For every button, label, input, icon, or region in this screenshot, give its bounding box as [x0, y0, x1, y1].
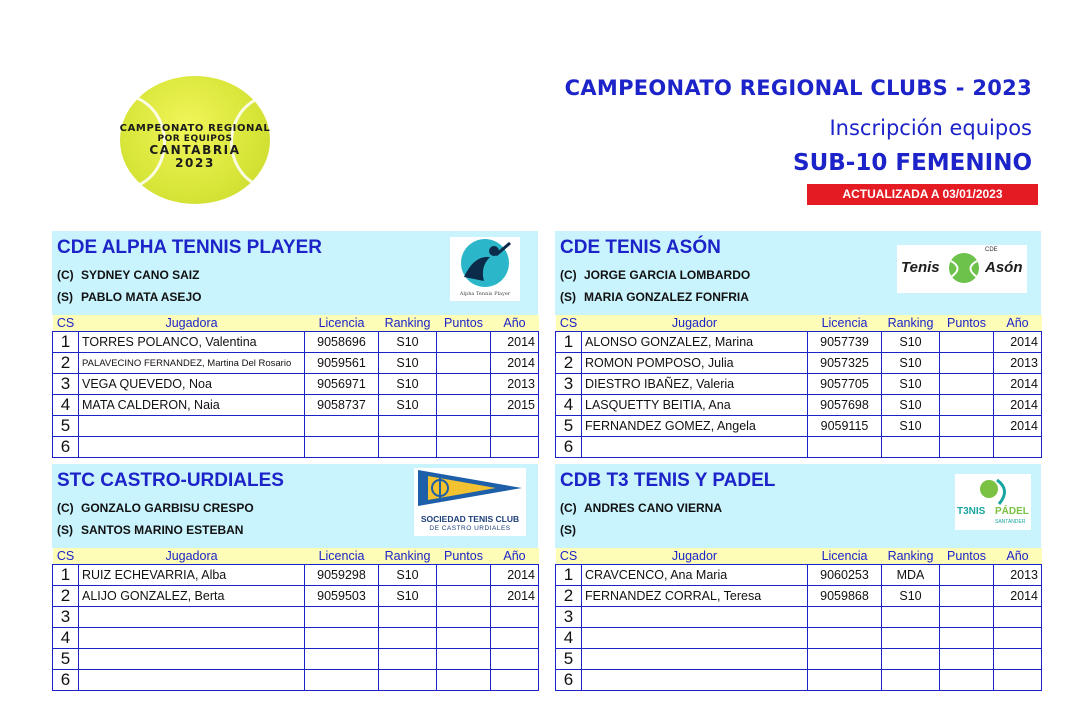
cell-ranking: S10 [882, 416, 940, 437]
table-row [53, 649, 539, 670]
cell-player: ALIJO GONZALEZ, Berta [79, 586, 305, 607]
cell-ranking [882, 607, 940, 628]
cell-year [491, 628, 539, 649]
team-captain [57, 268, 199, 282]
cell-player [582, 607, 808, 628]
t3-logo-text-c: SANTANDER [995, 519, 1026, 525]
cell-cs: 4 [556, 628, 582, 649]
team-panel-castro [52, 464, 538, 691]
cell-cs: 2 [53, 586, 79, 607]
cell-player [582, 437, 808, 458]
t3-logo-text-b: PÁDEL [995, 506, 1029, 517]
roster-table [52, 315, 539, 458]
cell-year: 2014 [491, 565, 539, 586]
col-license: Licencia [808, 548, 882, 565]
cell-cs: 5 [556, 649, 582, 670]
logo-line-3: CANTABRIA [149, 142, 241, 157]
cell-points [940, 628, 994, 649]
cell-ranking [379, 607, 437, 628]
castro-logo-text-a: SOCIEDAD TENIS CLUB [420, 514, 520, 524]
cell-year [994, 607, 1042, 628]
cell-year [994, 437, 1042, 458]
col-player: Jugadora [79, 315, 305, 332]
team-panel-alpha [52, 231, 538, 458]
captain-tag: (C) [560, 501, 577, 515]
cell-year: 2013 [994, 565, 1042, 586]
ason-logo-text-a: Tenis [901, 259, 940, 276]
table-row [53, 395, 539, 416]
captain-name: JORGE GARCIA LOMBARDO [584, 268, 751, 282]
category-title: SUB-10 FEMENINO [793, 150, 1032, 176]
team-substitute [57, 523, 243, 537]
table-row [53, 332, 539, 353]
cell-year [994, 670, 1042, 691]
cell-year: 2014 [994, 395, 1042, 416]
club-logo-t3 [955, 474, 1031, 530]
table-row [556, 395, 1042, 416]
table-header-row [556, 548, 1042, 565]
substitute-name: PABLO MATA ASEJO [81, 290, 202, 304]
cell-year: 2014 [994, 416, 1042, 437]
captain-tag: (C) [57, 268, 74, 282]
cell-ranking: MDA [882, 565, 940, 586]
cell-ranking [882, 649, 940, 670]
cell-cs: 3 [53, 374, 79, 395]
cell-player: DIESTRO IBAÑEZ, Valeria [582, 374, 808, 395]
cell-ranking: S10 [882, 332, 940, 353]
ason-logo-text-b: Asón [985, 259, 1023, 276]
cell-year: 2014 [994, 374, 1042, 395]
table-header-row [53, 315, 539, 332]
cell-points [940, 395, 994, 416]
cell-cs: 3 [556, 374, 582, 395]
cell-year [994, 628, 1042, 649]
col-license: Licencia [305, 548, 379, 565]
cell-points [940, 565, 994, 586]
table-row [556, 607, 1042, 628]
col-license: Licencia [808, 315, 882, 332]
cell-year [491, 416, 539, 437]
team-name: CDE TENIS ASÓN [560, 237, 721, 258]
cell-ranking [882, 628, 940, 649]
cell-year: 2013 [994, 353, 1042, 374]
cell-points [437, 565, 491, 586]
cell-ranking: S10 [882, 353, 940, 374]
table-row [53, 670, 539, 691]
cell-year: 2014 [994, 332, 1042, 353]
cell-points [940, 586, 994, 607]
cell-points [437, 437, 491, 458]
castro-logo-text-b: DE CASTRO URDIALES [429, 525, 511, 532]
col-points: Puntos [437, 315, 491, 332]
table-row [53, 586, 539, 607]
cell-ranking: S10 [379, 332, 437, 353]
cell-points [940, 607, 994, 628]
captain-tag: (C) [57, 501, 74, 515]
team-captain [560, 268, 750, 282]
club-logo-alpha-text: Alpha Tennis Player [459, 291, 511, 297]
cell-cs: 3 [556, 607, 582, 628]
cell-year [491, 649, 539, 670]
table-header-row [556, 315, 1042, 332]
cell-license: 9059503 [305, 586, 379, 607]
team-substitute [560, 523, 584, 537]
cell-player: ROMON POMPOSO, Julia [582, 353, 808, 374]
cell-ranking [379, 416, 437, 437]
cell-year: 2014 [491, 353, 539, 374]
cell-cs: 5 [53, 649, 79, 670]
roster-table [555, 315, 1042, 458]
table-row [53, 628, 539, 649]
substitute-tag: (S) [57, 290, 73, 304]
cell-cs: 2 [556, 353, 582, 374]
cell-player [79, 437, 305, 458]
cell-cs: 5 [556, 416, 582, 437]
table-row [556, 332, 1042, 353]
col-player: Jugador [582, 548, 808, 565]
cell-year: 2014 [491, 332, 539, 353]
table-row [556, 628, 1042, 649]
cell-points [437, 374, 491, 395]
cell-year [491, 670, 539, 691]
championship-logo-text [100, 124, 290, 169]
captain-name: GONZALO GARBISU CRESPO [81, 501, 254, 515]
cell-points [940, 332, 994, 353]
cell-ranking: S10 [379, 586, 437, 607]
cell-points [940, 374, 994, 395]
captain-name: SYDNEY CANO SAIZ [81, 268, 200, 282]
cell-cs: 1 [53, 332, 79, 353]
cell-ranking: S10 [379, 395, 437, 416]
cell-license: 9057705 [808, 374, 882, 395]
cell-license [305, 437, 379, 458]
cell-license: 9057698 [808, 395, 882, 416]
cell-player: ALONSO GONZALEZ, Marina [582, 332, 808, 353]
team-substitute [560, 290, 749, 304]
cell-license: 9059298 [305, 565, 379, 586]
col-year: Año [994, 548, 1042, 565]
cell-license: 9059115 [808, 416, 882, 437]
cell-cs: 1 [556, 565, 582, 586]
col-points: Puntos [940, 315, 994, 332]
cell-year: 2014 [994, 586, 1042, 607]
table-row [53, 607, 539, 628]
cell-points [437, 586, 491, 607]
table-row [556, 374, 1042, 395]
club-logo-castro [414, 468, 526, 536]
cell-points [437, 670, 491, 691]
cell-points [940, 649, 994, 670]
col-points: Puntos [437, 548, 491, 565]
cell-player: CRAVCENCO, Ana Maria [582, 565, 808, 586]
padel-racket-icon [977, 476, 1011, 506]
col-cs: CS [53, 548, 79, 565]
substitute-name: SANTOS MARINO ESTEBAN [81, 523, 244, 537]
cell-year: 2013 [491, 374, 539, 395]
cell-player [79, 649, 305, 670]
cell-ranking [882, 670, 940, 691]
cell-license [305, 649, 379, 670]
cell-license [808, 437, 882, 458]
logo-line-1: CAMPEONATO REGIONAL [119, 123, 271, 134]
cell-cs: 4 [53, 395, 79, 416]
table-row [556, 649, 1042, 670]
team-name: CDB T3 TENIS Y PADEL [560, 470, 776, 491]
cell-points [940, 416, 994, 437]
cell-license [808, 649, 882, 670]
cell-license [808, 670, 882, 691]
cell-points [940, 353, 994, 374]
cell-license: 9056971 [305, 374, 379, 395]
team-name: CDE ALPHA TENNIS PLAYER [57, 237, 322, 258]
cell-license: 9059868 [808, 586, 882, 607]
team-name: STC CASTRO-URDIALES [57, 470, 284, 491]
substitute-tag: (S) [57, 523, 73, 537]
cell-year [994, 649, 1042, 670]
table-row [53, 416, 539, 437]
cell-year: 2015 [491, 395, 539, 416]
col-ranking: Ranking [882, 548, 940, 565]
cell-cs: 6 [53, 437, 79, 458]
cell-player [582, 670, 808, 691]
col-player: Jugadora [79, 548, 305, 565]
cell-ranking: S10 [882, 586, 940, 607]
cell-ranking: S10 [379, 374, 437, 395]
cell-cs: 5 [53, 416, 79, 437]
cell-player: VEGA QUEVEDO, Noa [79, 374, 305, 395]
cell-year: 2014 [491, 586, 539, 607]
col-cs: CS [556, 315, 582, 332]
cell-player: FERNANDEZ GOMEZ, Angela [582, 416, 808, 437]
cell-cs: 1 [53, 565, 79, 586]
col-license: Licencia [305, 315, 379, 332]
substitute-tag: (S) [560, 523, 576, 537]
ason-logo-text-c: CDE [985, 247, 998, 253]
cell-cs: 6 [556, 437, 582, 458]
cell-year [491, 437, 539, 458]
cell-ranking [379, 437, 437, 458]
cell-points [437, 416, 491, 437]
cell-points [437, 353, 491, 374]
col-player: Jugador [582, 315, 808, 332]
cell-cs: 6 [556, 670, 582, 691]
cell-player [79, 628, 305, 649]
cell-ranking: S10 [379, 565, 437, 586]
team-panel-ason [555, 231, 1041, 458]
table-row [556, 586, 1042, 607]
team-header [52, 464, 538, 548]
col-points: Puntos [940, 548, 994, 565]
table-row [556, 437, 1042, 458]
col-ranking: Ranking [882, 315, 940, 332]
cell-license: 9060253 [808, 565, 882, 586]
table-row [53, 437, 539, 458]
cell-player: FERNANDEZ CORRAL, Teresa [582, 586, 808, 607]
cell-year [491, 607, 539, 628]
cell-cs: 4 [556, 395, 582, 416]
cell-points [437, 332, 491, 353]
cell-license [808, 607, 882, 628]
cell-player: RUIZ ECHEVARRIA, Alba [79, 565, 305, 586]
table-row [556, 565, 1042, 586]
cell-player [79, 670, 305, 691]
captain-tag: (C) [560, 268, 577, 282]
logo-line-2: POR EQUIPOS [157, 133, 233, 144]
cell-license: 9059561 [305, 353, 379, 374]
cell-cs: 2 [53, 353, 79, 374]
col-year: Año [491, 315, 539, 332]
cell-license [305, 607, 379, 628]
roster-table [52, 548, 539, 691]
cell-ranking: S10 [882, 374, 940, 395]
club-logo-ason [897, 245, 1027, 293]
team-header [52, 231, 538, 315]
team-substitute [57, 290, 201, 304]
cell-cs: 1 [556, 332, 582, 353]
cell-points [437, 607, 491, 628]
col-ranking: Ranking [379, 548, 437, 565]
cell-points [437, 395, 491, 416]
col-ranking: Ranking [379, 315, 437, 332]
cell-points [437, 628, 491, 649]
table-header-row [53, 548, 539, 565]
substitute-tag: (S) [560, 290, 576, 304]
cell-player: TORRES POLANCO, Valentina [79, 332, 305, 353]
cell-license [305, 416, 379, 437]
table-row [556, 416, 1042, 437]
cell-player: LASQUETTY BEITIA, Ana [582, 395, 808, 416]
table-row [53, 374, 539, 395]
cell-points [940, 670, 994, 691]
cell-player [79, 607, 305, 628]
cell-cs: 4 [53, 628, 79, 649]
cell-license: 9058696 [305, 332, 379, 353]
cell-ranking [379, 649, 437, 670]
cell-license: 9057739 [808, 332, 882, 353]
cell-player: PALAVECINO FERNANDEZ, Martina Del Rosario [79, 353, 305, 374]
cell-player [79, 416, 305, 437]
cell-license: 9058737 [305, 395, 379, 416]
cell-license: 9057325 [808, 353, 882, 374]
cell-player [582, 649, 808, 670]
col-year: Año [491, 548, 539, 565]
team-captain [560, 501, 722, 515]
team-panel-t3 [555, 464, 1041, 691]
page-subtitle: Inscripción equipos [829, 116, 1032, 140]
cell-points [437, 649, 491, 670]
roster-table [555, 548, 1042, 691]
logo-line-4: 2023 [175, 155, 215, 170]
table-row [53, 565, 539, 586]
pennant-flag-icon [416, 468, 524, 508]
cell-ranking [379, 628, 437, 649]
cell-cs: 6 [53, 670, 79, 691]
cell-cs: 3 [53, 607, 79, 628]
cell-ranking: S10 [379, 353, 437, 374]
tennis-ball-icon [947, 251, 981, 285]
cell-license [808, 628, 882, 649]
col-cs: CS [53, 315, 79, 332]
table-row [556, 670, 1042, 691]
cell-points [940, 437, 994, 458]
col-cs: CS [556, 548, 582, 565]
cell-ranking [379, 670, 437, 691]
cell-license [305, 670, 379, 691]
cell-player: MATA CALDERON, Naia [79, 395, 305, 416]
t3-logo-text-a: T3NIS [957, 506, 986, 517]
team-captain [57, 501, 254, 515]
updated-badge: ACTUALIZADA A 03/01/2023 [807, 184, 1038, 205]
cell-ranking: S10 [882, 395, 940, 416]
col-year: Año [994, 315, 1042, 332]
cell-cs: 2 [556, 586, 582, 607]
substitute-name: MARIA GONZALEZ FONFRIA [584, 290, 749, 304]
cell-player [582, 628, 808, 649]
cell-ranking [882, 437, 940, 458]
table-row [556, 353, 1042, 374]
cell-license [305, 628, 379, 649]
page-title: CAMPEONATO REGIONAL CLUBS - 2023 [564, 76, 1032, 100]
table-row [53, 353, 539, 374]
team-header [555, 464, 1041, 548]
team-header [555, 231, 1041, 315]
captain-name: ANDRES CANO VIERNA [584, 501, 723, 515]
